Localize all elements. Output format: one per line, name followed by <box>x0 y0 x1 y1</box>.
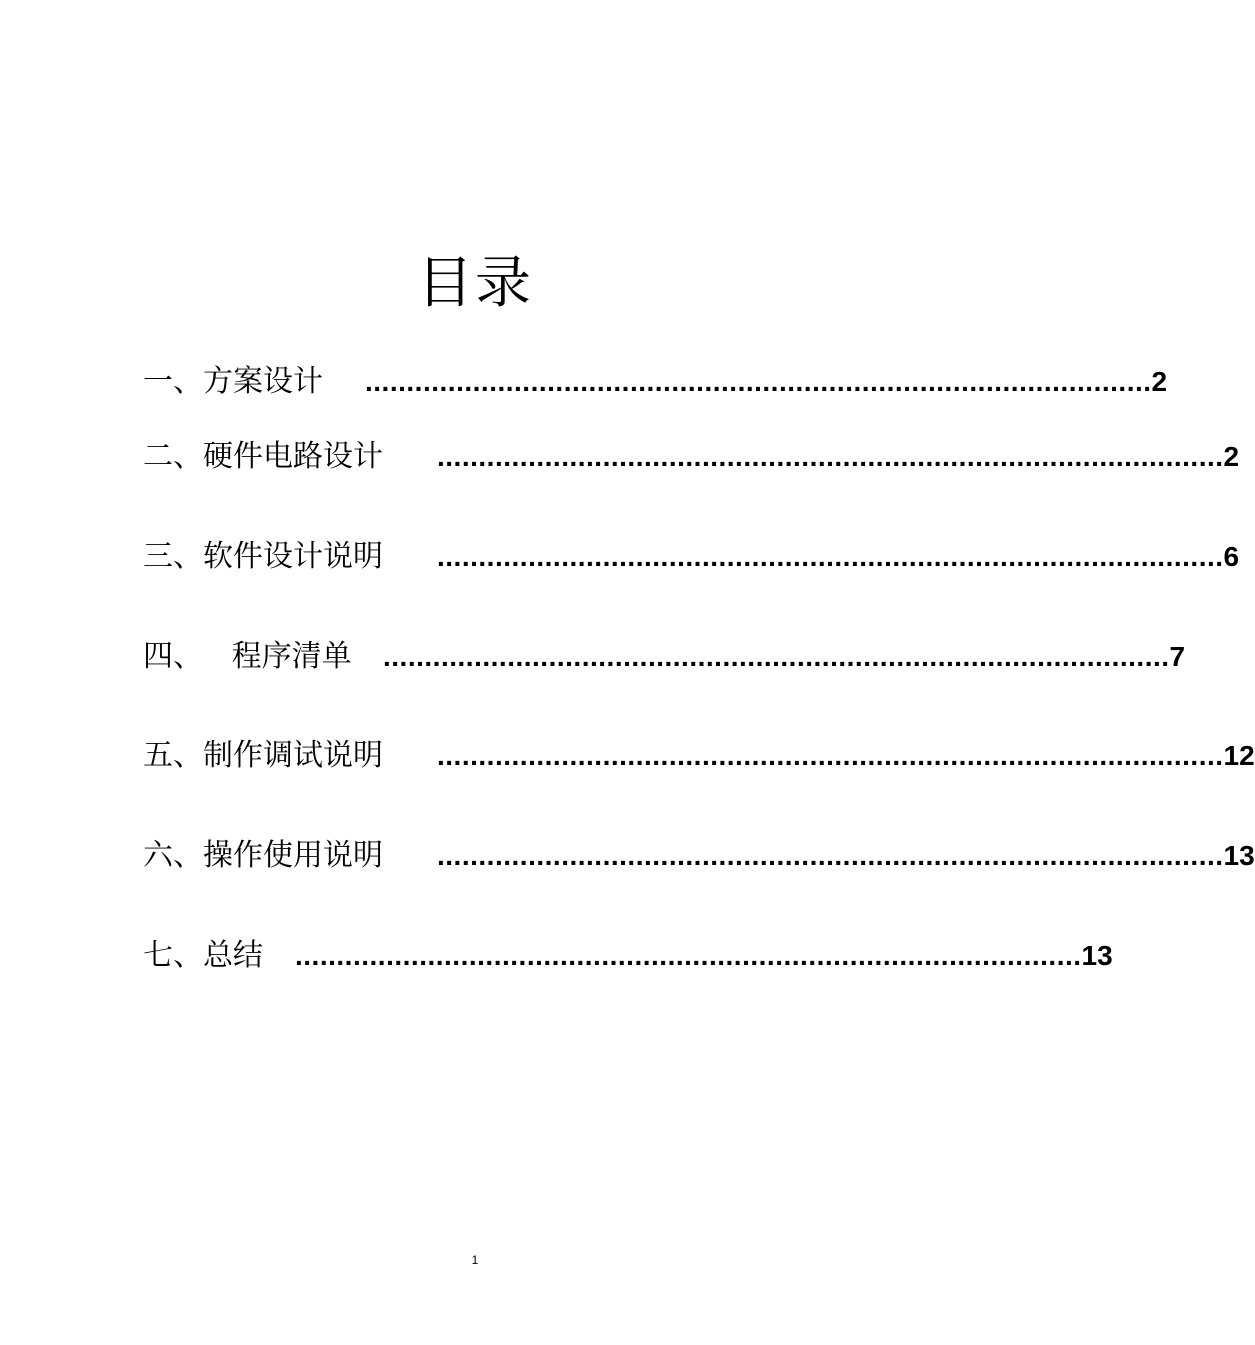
toc-leader-dots: ............................................................................................... <box>383 641 1170 672</box>
toc-entry-page: 7 <box>1169 641 1186 672</box>
toc-entry-page: 13 <box>1081 940 1113 971</box>
toc-entry[interactable] <box>143 836 1255 876</box>
toc-leader-dots: ............................................................................................... <box>437 441 1224 472</box>
toc-leader-dots: ............................................................................................... <box>437 740 1224 771</box>
toc-entry[interactable] <box>143 537 1240 577</box>
toc-entry-label: 一、方案设计 <box>143 364 323 399</box>
toc-entry-page: 12 <box>1223 740 1255 771</box>
footer-page-number: 1 <box>471 1253 479 1267</box>
toc-entry[interactable] <box>143 437 1240 477</box>
toc-entry-page: 2 <box>1151 366 1168 397</box>
toc-entry-label: 四、 程序清单 <box>143 639 352 674</box>
toc-leader-dots: ............................................................................................... <box>295 940 1082 971</box>
toc-entry-label: 三、软件设计说明 <box>143 539 383 574</box>
toc-entry[interactable] <box>143 637 1186 677</box>
toc-entry-label: 七、总结 <box>143 938 263 973</box>
toc-entry[interactable] <box>143 736 1255 776</box>
toc-leader-dots: ............................................................................................... <box>365 366 1152 397</box>
toc-entry-page: 2 <box>1223 441 1240 472</box>
toc-entry-page: 13 <box>1223 840 1255 871</box>
toc-title: 目录 <box>417 251 533 316</box>
toc-entry-label: 六、操作使用说明 <box>143 838 383 873</box>
toc-leader-dots: ............................................................................................... <box>437 840 1224 871</box>
toc-entry[interactable] <box>143 936 1113 976</box>
toc-entry-label: 二、硬件电路设计 <box>143 439 383 474</box>
toc-entry-page: 6 <box>1223 541 1240 572</box>
toc-entry-label: 五、制作调试说明 <box>143 738 383 773</box>
toc-entry[interactable] <box>143 362 1168 402</box>
toc-leader-dots: ............................................................................................... <box>437 541 1224 572</box>
